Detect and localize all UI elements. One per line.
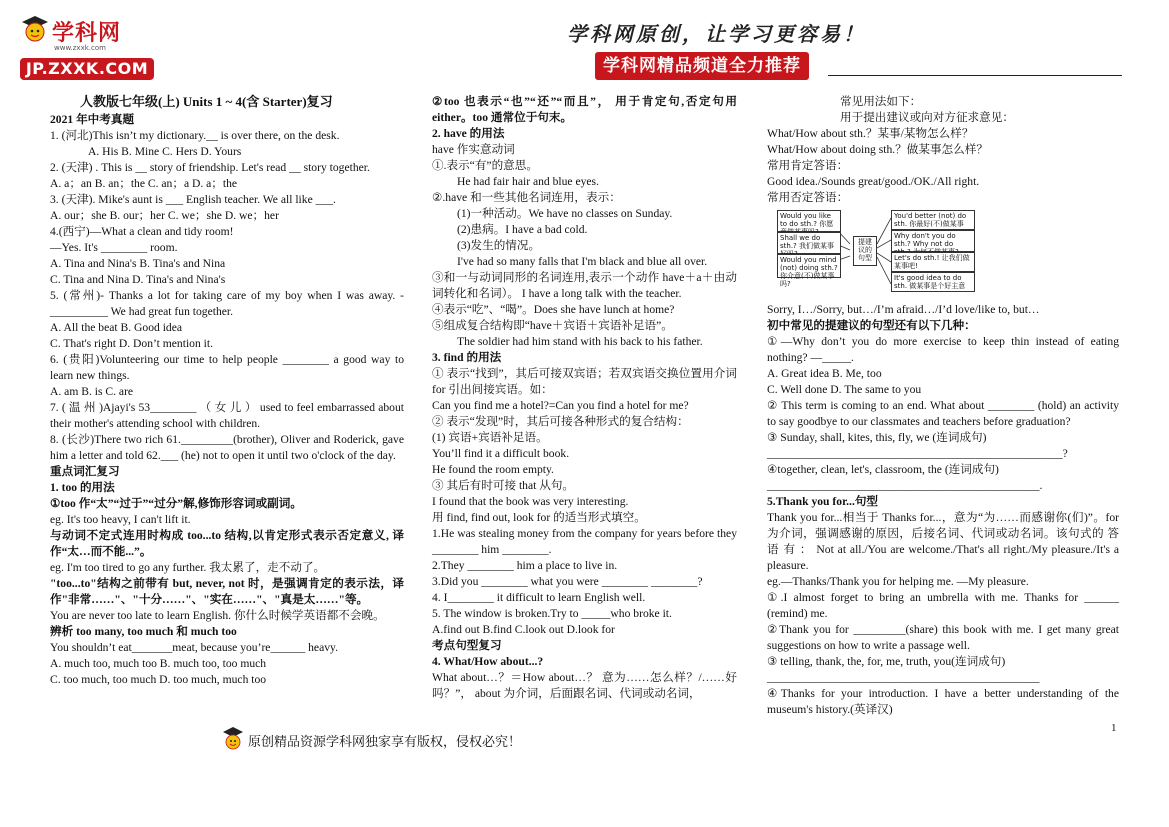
text-line: 1. (河北)This isn’t my dictionary.__ is over there, on the desk. bbox=[50, 129, 340, 142]
diagram-right-box: Let's do sth.! 让我们做某事吧! bbox=[891, 252, 975, 272]
text-line: eg. I'm too tired to go any further. 我太累了，走不动了。 bbox=[50, 561, 326, 574]
copyright-text: 原创精品资源学科网独家享有版权，侵权必究！ bbox=[248, 735, 522, 750]
text-line: 2.They ________ him a place to live in. bbox=[432, 559, 618, 572]
text-line: ①.表示“有”的意思。 bbox=[432, 159, 538, 172]
header-banner: 学科网精品频道全力推荐 bbox=[595, 52, 809, 80]
text-line: C. Well done D. The same to you bbox=[767, 383, 922, 396]
text-line: _______________________________________________ bbox=[767, 671, 1040, 684]
text-line: He had fair hair and blue eyes. bbox=[457, 175, 599, 188]
text-line: 与动词不定式连用时构成 too...to 结构,以肯定形式表示否定意义, 译作“太…而不能...”。 bbox=[50, 529, 404, 558]
text-line: 常用肯定答语： bbox=[767, 159, 849, 172]
graduate-mascot-icon bbox=[20, 14, 50, 44]
diagram-left-box: Would you like to do sth.? 你愿 bbox=[777, 210, 841, 232]
diagram-left-box: Shall we do sth.? 我们做某事 bbox=[777, 232, 841, 254]
text-line: A. much too, much too B. much too, too much bbox=[50, 657, 267, 670]
text-line: A. Tina and Nina's B. Tina's and Nina bbox=[50, 257, 226, 270]
diagram-right-box: You'd better (not) do sth. 你最好(不)做某事 bbox=[891, 210, 975, 230]
text-line: 3. (天津). Mike's aunt is ___ English teacher. We all like ___. bbox=[50, 193, 336, 206]
text-line: Can you find me a hotel?=Can you find a hotel for me? bbox=[432, 399, 689, 412]
text-line: 考点句型复习 bbox=[432, 639, 502, 652]
text-line: 1. too 的用法 bbox=[50, 481, 115, 494]
text-line: ② This term is coming to an end. What about ________ (hold) an activity to say goodbye to our classmates and teachers before graduation? bbox=[767, 399, 1119, 428]
column-1 bbox=[50, 94, 404, 688]
text-line: What about…？＝How about…？ 意为……怎么样？/……好吗？”， about 为介词，后面跟名词、代词或动名词， bbox=[432, 671, 737, 700]
text-line: (2)患病。I have a bad cold. bbox=[457, 223, 588, 236]
text-line: C. too much, too much D. too much, much too bbox=[50, 673, 267, 686]
text-line: What/How about sth.？某事/某物怎么样？ bbox=[767, 127, 974, 140]
text-line: 重点词汇复习 bbox=[50, 465, 120, 478]
graduate-mascot-icon bbox=[222, 726, 244, 752]
text-line: ④Thanks for your introduction. I have a better understanding of the museum's history.(英译汉) bbox=[767, 687, 1119, 716]
column-2 bbox=[432, 94, 737, 702]
text-line: 人教版七年级(上) Units 1 ~ 4(含 Starter)复习 bbox=[80, 94, 333, 109]
text-line: ①too 作“太”“过于”“过分”解,修饰形容词或副词。 bbox=[50, 497, 302, 510]
text-line: I found that the book was very interesting. bbox=[432, 495, 629, 508]
text-line: Good idea./Sounds great/good./OK./All right. bbox=[767, 175, 980, 188]
text-line: ②too 也表示“也”“还”“而且”， 用于肯定句,否定句用 either。too 通常位于句末。 bbox=[432, 95, 737, 124]
diagram-left-box: Would you mind (not) doing sth.? 你介意(不)做某事吗? bbox=[777, 254, 841, 278]
diagram-right-box: Why don't you do sth.? Why not do bbox=[891, 230, 975, 252]
text-line: 7. ( 温 州 )Ajayi's 53________ （ 女 儿 ） used to feel embarrassed about their mother's attending school with children. bbox=[50, 401, 404, 430]
text-line: ___________________________________________________? bbox=[767, 447, 1068, 460]
text-line: 常见用法如下： bbox=[840, 95, 922, 108]
text-line: (3)发生的情况。 bbox=[457, 239, 541, 252]
text-line: ③和一与动词同形的名词连用,表示一个动作 have＋a＋由动词转化和名词）。 I have a long talk with the teacher. bbox=[432, 271, 737, 300]
header-slogan: 学科网原创，让学习更容易！ bbox=[567, 22, 866, 46]
text-line: 5.Thank you for...句型 bbox=[767, 495, 879, 508]
text-line: 8. (长沙)There two rich 61._________(brother), Oliver and Roderick, gave him a letter and told 62.___ (he) not to open it until two o'clock of the day. bbox=[50, 433, 404, 462]
diagram-center-box: 提建议的句型 bbox=[853, 236, 877, 266]
text-line: 1.He was stealing money from the company for years before they ________ him ________. bbox=[432, 527, 737, 556]
text-line: You shouldn’t eat_______meat, because you’re______ heavy. bbox=[50, 641, 338, 654]
text-line: ② 表示“发现”时，其后可接各种形式的复合结构： bbox=[432, 415, 689, 428]
text-line: ① 表示“找到”，其后可接双宾语；若双宾语交换位置用介词 for 引出间接宾语。如： bbox=[432, 367, 737, 396]
text-line: 2. (天津) . This is __ story of friendship. Let's read __ story together. bbox=[50, 161, 370, 174]
logo-title: 学科网 bbox=[52, 21, 122, 46]
text-line: eg.—Thanks/Thank you for helping me. —My pleasure. bbox=[767, 575, 1029, 588]
text-line: ④together, clean, let's, classroom, the (连词成句) bbox=[767, 463, 999, 476]
text-line: You are never too late to learn English. 你什么时候学英语都不会晚。 bbox=[50, 609, 385, 622]
text-line: The soldier had him stand with his back to his father. bbox=[457, 335, 703, 348]
header-rule bbox=[828, 75, 1122, 76]
text-line: ③ telling, thank, the, for, me, truth, you(连词成句) bbox=[767, 655, 1006, 668]
column-3-bottom bbox=[767, 302, 1119, 718]
text-line: 3. find 的用法 bbox=[432, 351, 502, 364]
text-line: A. a；an B. an；the C. an；a D. a；the bbox=[50, 177, 238, 190]
text-line: 常用否定答语： bbox=[767, 191, 849, 204]
text-line: C. Tina and Nina D. Tina's and Nina's bbox=[50, 273, 226, 286]
text-line: A. His B. Mine C. Hers D. Yours bbox=[88, 145, 242, 158]
copyright-footer bbox=[222, 726, 622, 754]
text-line: I've had so many falls that I'm black and blue all over. bbox=[457, 255, 708, 268]
text-line: A. Great idea B. Me, too bbox=[767, 367, 882, 380]
text-line: 4. I________ it difficult to learn English well. bbox=[432, 591, 646, 604]
text-line: ①—Why don’t you do more exercise to keep thin instead of eating nothing? —_____. bbox=[767, 335, 1119, 364]
text-line: 4.(西宁)—What a clean and tidy room! bbox=[50, 225, 234, 238]
text-line: (1) 宾语+宾语补足语。 bbox=[432, 431, 548, 444]
diagram-right-box: It's good idea to do sth. 做某事是个好主意 bbox=[891, 272, 975, 292]
text-line: 5. The window is broken.Try to _____who broke it. bbox=[432, 607, 672, 620]
text-line: ②.have 和一些其他名词连用，表示： bbox=[432, 191, 621, 204]
text-line: 用 find, find out, look for 的适当形式填空。 bbox=[432, 511, 646, 524]
text-line: He found the room empty. bbox=[432, 463, 554, 476]
suggestion-diagram bbox=[775, 208, 975, 298]
text-line: (1)一种活动。We have no classes on Sunday. bbox=[457, 207, 673, 220]
text-line: A. All the beat B. Good idea bbox=[50, 321, 183, 334]
text-line: ②Thank you for _________(share) this book with me. I get many great suggestions on how to write a passage well. bbox=[767, 623, 1119, 652]
text-line: C. That's right D. Don’t mention it. bbox=[50, 337, 214, 350]
text-line: have 作实意动词 bbox=[432, 143, 515, 156]
text-line: ⑤组成复合结构即“have＋宾语＋宾语补足语”。 bbox=[432, 319, 673, 332]
text-line: 6. (贵阳)Volunteering our time to help people ________ a good way to learn new things. bbox=[50, 353, 404, 382]
text-line: A. am B. is C. are bbox=[50, 385, 134, 398]
logo-badge: JP.ZXXK.COM bbox=[20, 58, 154, 80]
text-line: 用于提出建议或向对方征求意见： bbox=[840, 111, 1014, 124]
text-line: A.find out B.find C.look out D.look for bbox=[432, 623, 615, 636]
text-line: 3.Did you ________ what you were ________ ________? bbox=[432, 575, 703, 588]
logo-url: www.zxxk.com bbox=[54, 44, 106, 52]
text-line: ③ Sunday, shall, kites, this, fly, we (连词成句) bbox=[767, 431, 987, 444]
text-line: eg. It's too heavy, I can't lift it. bbox=[50, 513, 191, 526]
column-3 bbox=[767, 94, 1119, 718]
text-line: ④表示“吃”、“喝”。Does she have lunch at home? bbox=[432, 303, 675, 316]
text-line: _______________________________________________. bbox=[767, 479, 1043, 492]
text-line: What/How about doing sth.？做某事怎么样？ bbox=[767, 143, 988, 156]
text-line: You’ll find it a difficult book. bbox=[432, 447, 570, 460]
text-line: Thank you for...相当于 Thanks for...，意为“为……而感谢你(们)”。for 为介词，强调感谢的原因，后接名词、代词或动名词。该句式的 答 语 有 ： Not at all./You are welcome./That's all right./My pleasure./It's a pleasure. bbox=[767, 511, 1119, 572]
text-line: 辨析 too many, too much 和 much too bbox=[50, 625, 237, 638]
text-line: Sorry, I…/Sorry, but…/I’m afraid…/I’d love/like to, but… bbox=[767, 303, 1040, 316]
text-line: ③ 其后有时可接 that 从句。 bbox=[432, 479, 575, 492]
text-line: 2. have 的用法 bbox=[432, 127, 505, 140]
text-line: 4. What/How about...? bbox=[432, 655, 544, 668]
page-number: 1 bbox=[1111, 722, 1117, 734]
page-header bbox=[0, 0, 1169, 85]
text-line: 2021 年中考真题 bbox=[50, 113, 135, 126]
text-line: A. our；she B. our；her C. we；she D. we；her bbox=[50, 209, 279, 222]
column-3-top bbox=[767, 94, 1119, 206]
zxxk-logo[interactable] bbox=[20, 14, 160, 80]
text-line: —Yes. It's ________ room. bbox=[50, 241, 178, 254]
text-line: "too...to"结构之前带有 but, never, not 时，是强调肯定的表示法，译作"非常……"、"十分……"、"实在……"、"真是太……"等。 bbox=[50, 577, 404, 606]
text-line: 5. (常州)- Thanks a lot for taking care of my boy when I was away. -__________ We had great fun together. bbox=[50, 289, 404, 318]
text-line: ①.I almost forget to bring an umbrella with me. Thanks for ______ (remind) me. bbox=[767, 591, 1119, 620]
text-line: 初中常见的提建议的句型还有以下几种： bbox=[767, 319, 976, 332]
